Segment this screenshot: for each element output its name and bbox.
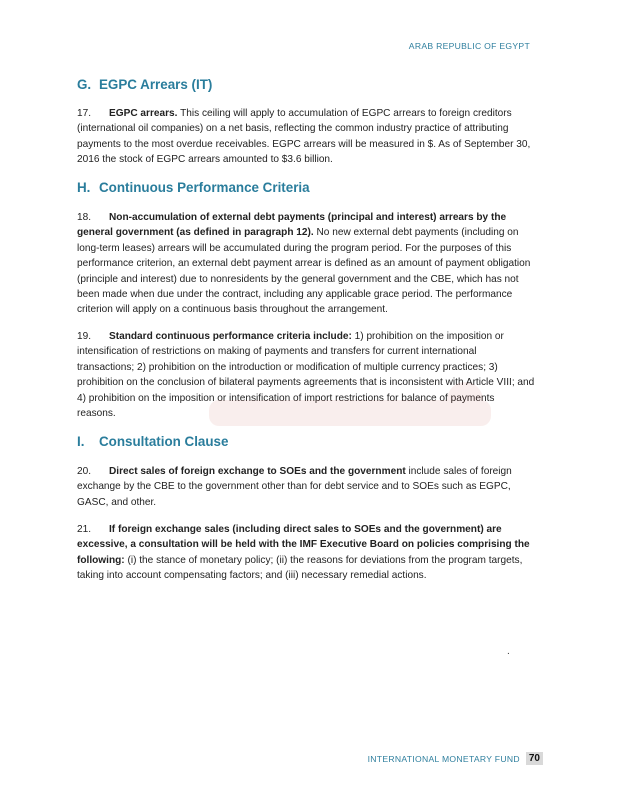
paragraph-body: 1) prohibition on the imposition or intensification of restrictions on making of payments and transfers for current international transactions; 2) prohibition on the introduction or modification of multiple currency practices; 3) prohibition on the conclusion of bilateral payments agreements that is inconsistent with Article VIII; and 4) prohibition on the imposition or intensification of import restrictions for balance of payments reasons. [77, 331, 535, 420]
paragraph-body: include sales of foreign exchange by the CBE to the government other than for debt service and to SOEs such as EGPC, GASC, and other. [77, 466, 512, 508]
paragraph-17 [77, 106, 535, 168]
page-footer [368, 752, 543, 765]
paragraph-body: This ceiling will apply to accumulation of EGPC arrears to foreign creditors (international oil companies) on a net basis, reflecting the common industry practice of attributing payments to the most overdue receivables. EGPC arrears will be measured in $. As of September 30, 2016 the stock of EGPC arrears amounted to $3.6 billion. [77, 108, 531, 166]
paragraph-21 [77, 522, 535, 584]
section-letter: I. [77, 434, 85, 449]
paragraph-number: 20. [77, 466, 92, 477]
paragraph-20 [77, 464, 535, 510]
section-title: Continuous Performance Criteria [99, 180, 310, 195]
paragraph-lead: If foreign exchange sales (including direct sales to SOEs and the government) are excessive, a consultation will be held with the IMF Executive Board on policies comprising the following: [77, 524, 530, 566]
running-head: ARAB REPUBLIC OF EGYPT [408, 41, 530, 51]
paragraph-lead: Non-accumulation of external debt payments (principal and interest) arrears by the general government (as defined in paragraph 12). [77, 212, 507, 239]
section-letter: H. [77, 180, 91, 195]
section-letter: G. [77, 77, 92, 92]
paragraph-lead: Standard continuous performance criteria include: [109, 331, 352, 342]
paragraph-body: (i) the stance of monetary policy; (ii) the reasons for deviations from the program targets, taking into account compensating factors; and (iii) necessary remedial actions. [77, 554, 523, 582]
paragraph-body: No new external debt payments (including on long-term leases) arrears will be accumulated during the program period. For the purposes of this performance criterion, an external debt payment arrear is defined as an amount of payment obligation (principle and interest) due to nonresidents by the general government and the CBE, which has not been made when due under the contract, including any applicable grace period. The performance criterion will apply on a continuous basis throughout the arrangement. [77, 227, 531, 316]
paragraph-number: 19. [77, 331, 92, 342]
page-number: 70 [526, 752, 543, 765]
paragraph-lead: Direct sales of foreign exchange to SOEs and the government [109, 466, 406, 477]
paragraph-number: 17. [77, 108, 92, 119]
section-title: EGPC Arrears (IT) [99, 77, 213, 92]
section-title: Consultation Clause [99, 434, 229, 449]
stray-mark: . [507, 646, 510, 657]
paragraph-lead: EGPC arrears. [109, 108, 178, 119]
paragraph-19 [77, 329, 535, 421]
section-heading-h [77, 180, 310, 195]
footer-organization: INTERNATIONAL MONETARY FUND [367, 753, 520, 764]
section-heading-i [77, 434, 228, 449]
section-heading-g [77, 77, 212, 92]
paragraph-number: 18. [77, 212, 92, 223]
paragraph-18 [77, 210, 535, 318]
paragraph-number: 21. [77, 524, 92, 535]
